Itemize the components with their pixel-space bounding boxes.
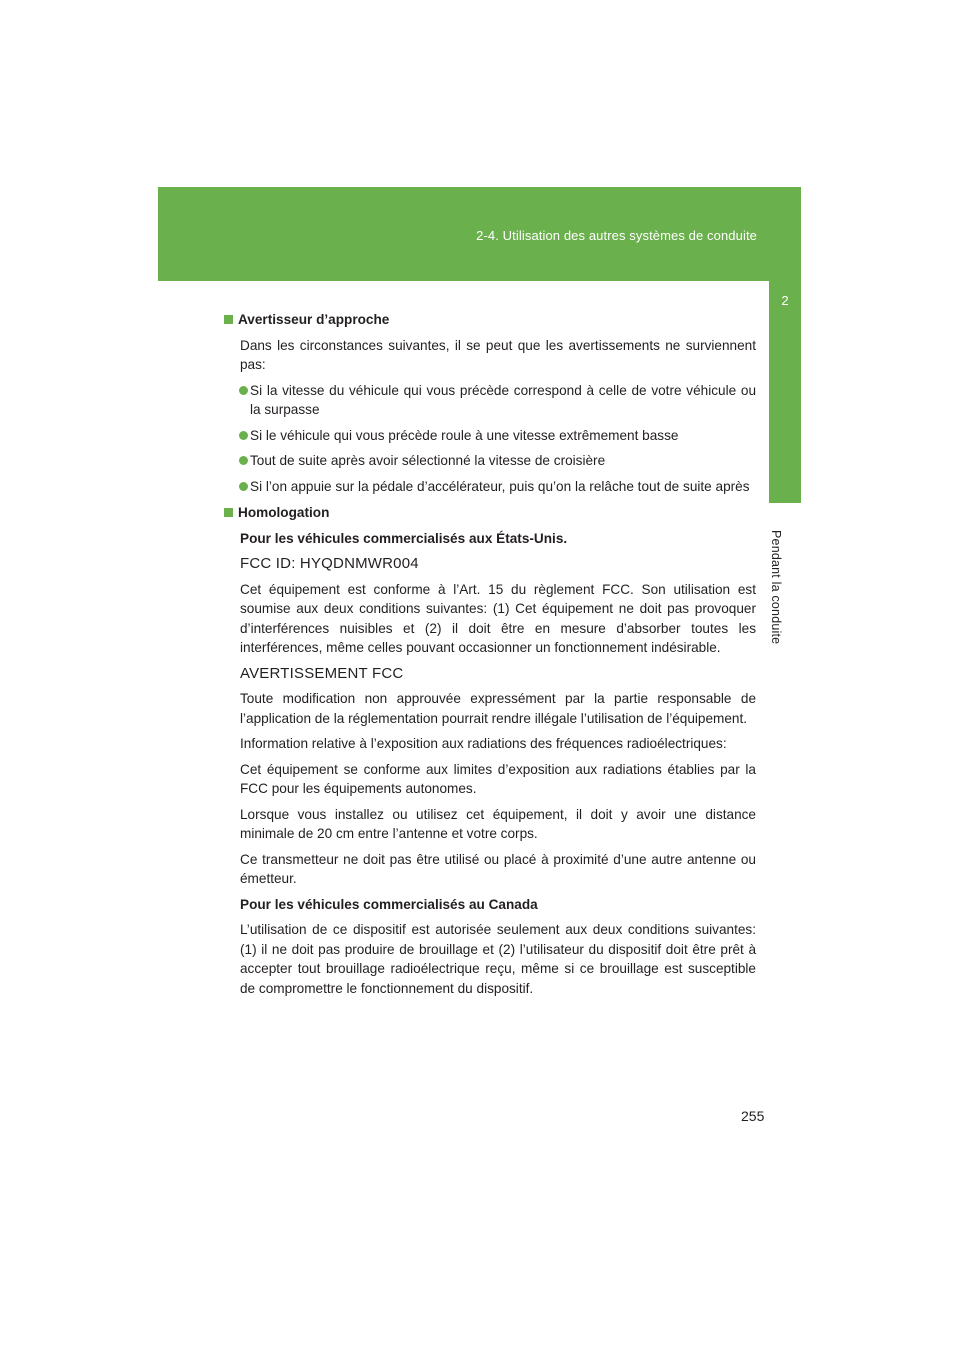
heading-text: Avertisseur d’approche xyxy=(238,312,390,327)
round-bullet-icon xyxy=(239,482,248,491)
colocation-note: Ce transmetteur ne doit pas être utilisé ou placé à proximité d’une autre antenne ou émetteur. xyxy=(240,851,756,886)
fcc-warning-title: AVERTISSEMENT FCC xyxy=(240,664,404,682)
round-bullet-icon xyxy=(239,431,248,440)
list-item xyxy=(240,426,756,446)
chapter-header-band xyxy=(158,187,801,281)
fcc-id: FCC ID: HYQDNMWR004 xyxy=(240,555,419,572)
fcc-warning-text: Toute modification non approuvée expressément par la partie responsable de l’application de la réglementation pourrait rendre illégale l’utilisation de l’équipement. xyxy=(240,691,756,726)
fcc-compliance-text: Cet équipement est conforme à l’Art. 15 du règlement FCC. Son utilisation est soumise aux deux conditions suivantes: (1) Cet équipement ne doit pas provoquer d’interférences nuisibles et (2) il doit être en mesure d’absorber toutes les interférences, même celles pouvant occasionner un fonctionnement indésirable. xyxy=(240,581,756,655)
heading-text: Homologation xyxy=(238,505,330,520)
exposure-title: Information relative à l’exposition aux radiations des fréquences radioélectriques: xyxy=(240,736,727,751)
list-item-text: Si la vitesse du véhicule qui vous précède correspond à celle de votre véhicule ou la surpasse xyxy=(250,382,756,417)
round-bullet-icon xyxy=(239,456,248,465)
chapter-label: Pendant la conduite xyxy=(769,530,783,645)
chapter-number: 2 xyxy=(781,293,789,308)
list-item-text: Si l’on appuie sur la pédale d’accélérateur, puis qu’on la relâche tout de suite après xyxy=(250,478,750,494)
canada-vehicles-title: Pour les véhicules commercialisés au Canada xyxy=(240,896,538,912)
page-content xyxy=(224,309,756,998)
list-item-text: Si le véhicule qui vous précède roule à une vitesse extrêmement basse xyxy=(250,427,679,443)
section-title: 2-4. Utilisation des autres systèmes de conduite xyxy=(476,228,757,243)
square-bullet-icon xyxy=(224,508,233,517)
canada-text: L’utilisation de ce dispositif est autorisée seulement aux deux conditions suivantes: (1) il ne doit pas produire de brouillage et (2) l’utilisateur du dispositif doit être prêt à accepter tout brouillage radioélectrique reçu, même si ce brouillage est susceptible de compromettre le fonctionnement du dispositif. xyxy=(240,922,756,996)
homologation-heading xyxy=(224,503,756,523)
list-item-text: Tout de suite après avoir sélectionné la vitesse de croisière xyxy=(250,453,606,468)
page-number: 255 xyxy=(741,1108,765,1124)
list-item xyxy=(240,451,756,471)
chapter-tab xyxy=(769,281,801,503)
list-item xyxy=(240,477,756,497)
approach-warning-intro: Dans les circonstances suivantes, il se peut que les avertissements ne surviennent pas: xyxy=(240,337,756,372)
round-bullet-icon xyxy=(239,386,248,395)
exposure-limits-text: Cet équipement se conforme aux limites d’exposition aux radiations établies par la FCC pour les équipements autonomes. xyxy=(240,761,756,796)
approach-warning-heading xyxy=(224,310,756,330)
distance-note: Lorsque vous installez ou utilisez cet équipement, il doit y avoir une distance minimale de 20 cm entre l’antenne et votre corps. xyxy=(240,806,756,841)
square-bullet-icon xyxy=(224,315,233,324)
us-vehicles-title: Pour les véhicules commercialisés aux États-Unis. xyxy=(240,530,568,546)
list-item xyxy=(240,381,756,420)
